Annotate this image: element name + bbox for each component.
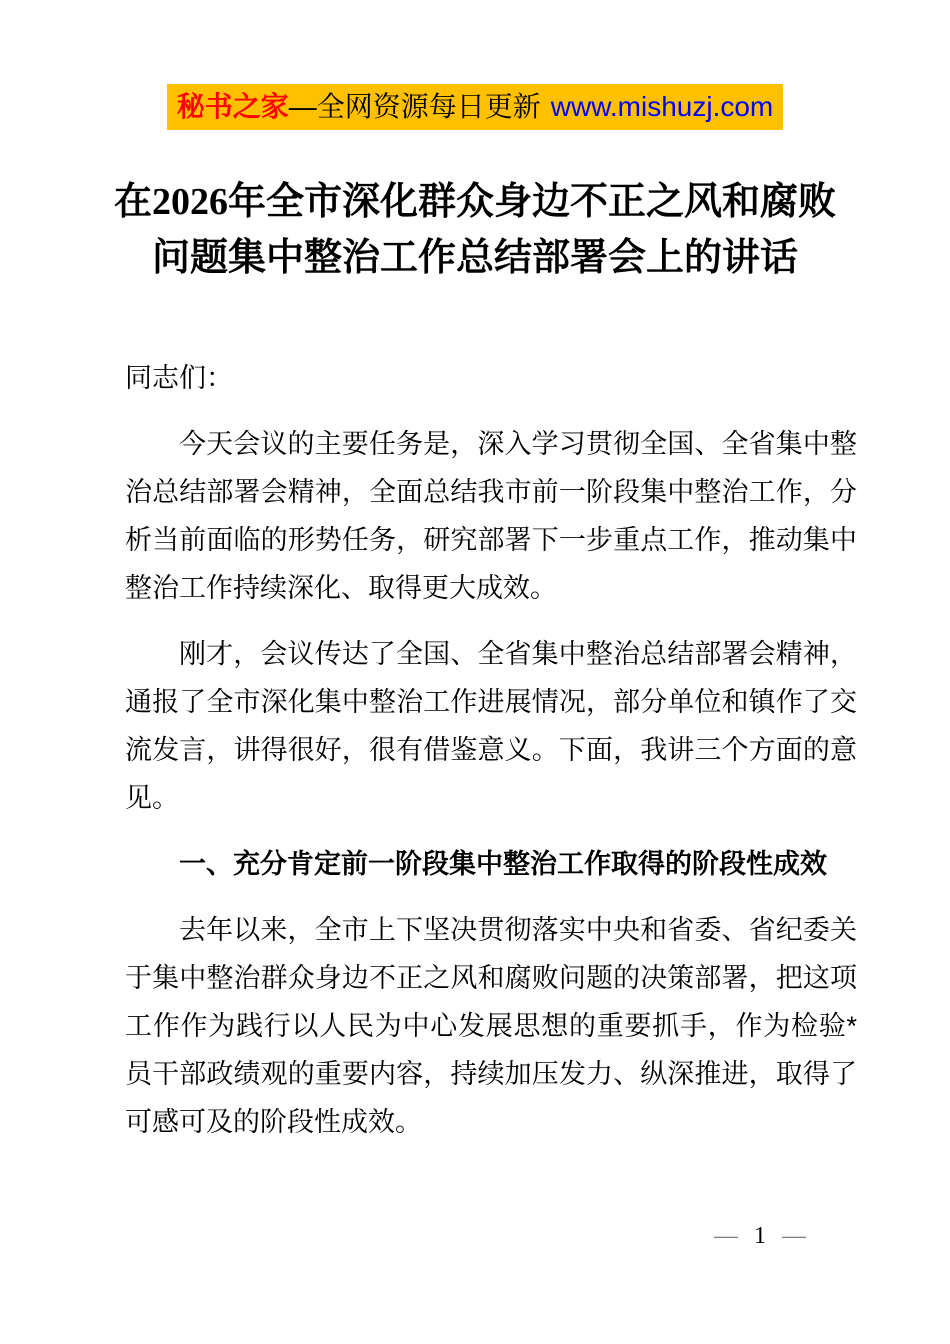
document-title-line-1: 在2026年全市深化群众身边不正之风和腐败 [113,181,836,223]
document-title-line-2: 问题集中整治工作总结部署会上的讲话 [151,237,798,279]
site-header-separator: — [288,91,317,122]
document-title [0,174,950,286]
site-header-highlight-band [167,84,784,130]
site-tagline: 全网资源每日更新 [316,91,541,122]
document-body [125,354,857,1164]
page-number-value: 1 [754,1223,766,1249]
page-number [655,1222,865,1250]
body-paragraph-3: 去年以来，全市上下坚决贯彻落实中央和省委、省纪委关于集中整治群众身边不正之风和腐败问题的决策部署，把这项工作作为践行以人民为中心发展思想的重要抓手，作为检验*员干部政绩观的重要内容，持续加压发力、纵深推进，取得了可感可及的阶段性成效。 [125,915,857,1137]
site-header [0,84,950,130]
body-paragraph-2: 刚才，会议传达了全国、全省集中整治总结部署会精神，通报了全市深化集中整治工作进展情况，部分单位和镇作了交流发言，讲得很好，很有借鉴意义。下面，我讲三个方面的意见。 [125,639,857,813]
site-url-link[interactable]: www.mishuzj.com [550,91,774,122]
body-paragraph-1: 今天会议的主要任务是，深入学习贯彻全国、全省集中整治总结部署会精神，全面总结我市前一阶段集中整治工作，分析当前面临的形势任务，研究部署下一步重点工作，推动集中整治工作持续深化、取得更大成效。 [125,429,857,603]
section-heading-1: 一、充分肯定前一阶段集中整治工作取得的阶段性成效 [179,849,827,879]
salutation: 同志们： [125,363,233,393]
site-name: 秘书之家 [176,91,289,122]
page-number-dash-right: — [782,1223,806,1249]
page-number-dash-left: — [714,1223,738,1249]
